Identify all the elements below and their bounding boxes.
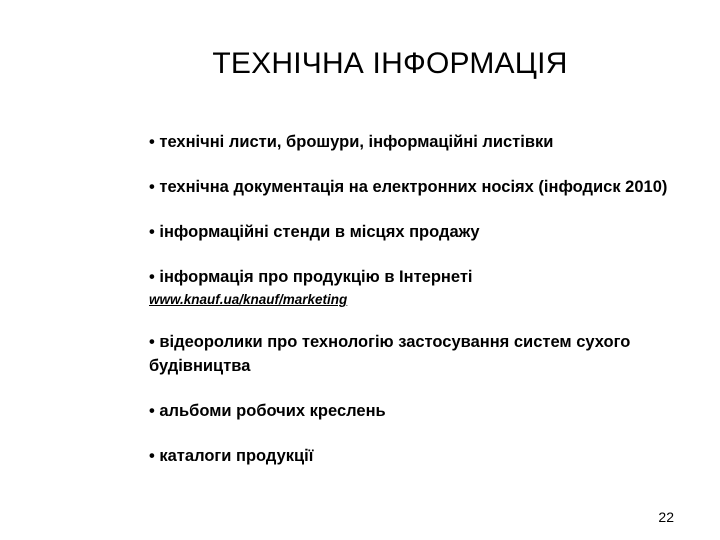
bullet-icon: • — [149, 133, 155, 151]
bullet-item — [149, 265, 694, 309]
bullet-item — [149, 220, 694, 244]
page-number: 22 — [658, 509, 674, 525]
bullet-icon: • — [149, 268, 155, 286]
bullet-list — [149, 130, 694, 489]
bullet-icon: • — [149, 447, 155, 465]
bullet-item — [149, 399, 694, 423]
bullet-item — [149, 330, 694, 378]
bullet-text: технічна документація на електронних носіях (інфодиск 2010) — [159, 178, 668, 196]
bullet-text: інформація про продукцію в Інтернеті — [159, 268, 473, 286]
bullet-text: технічні листи, брошури, інформаційні листівки — [159, 133, 554, 151]
bullet-text: альбоми робочих креслень — [159, 402, 386, 420]
bullet-item — [149, 130, 694, 154]
bullet-text: відеоролики про технологію застосування систем сухого будівництва — [149, 333, 631, 375]
bullet-icon: • — [149, 178, 155, 196]
bullet-item — [149, 175, 694, 199]
bullet-icon: • — [149, 402, 155, 420]
marketing-link[interactable]: www.knauf.ua/knauf/marketing — [149, 292, 348, 307]
slide-title: ТЕХНІЧНА ІНФОРМАЦІЯ — [212, 47, 568, 80]
bullet-icon: • — [149, 223, 155, 241]
bullet-text: інформаційні стенди в місцях продажу — [159, 223, 480, 241]
bullet-item — [149, 444, 694, 468]
bullet-icon: • — [149, 333, 155, 351]
bullet-text: каталоги продукції — [159, 447, 314, 465]
